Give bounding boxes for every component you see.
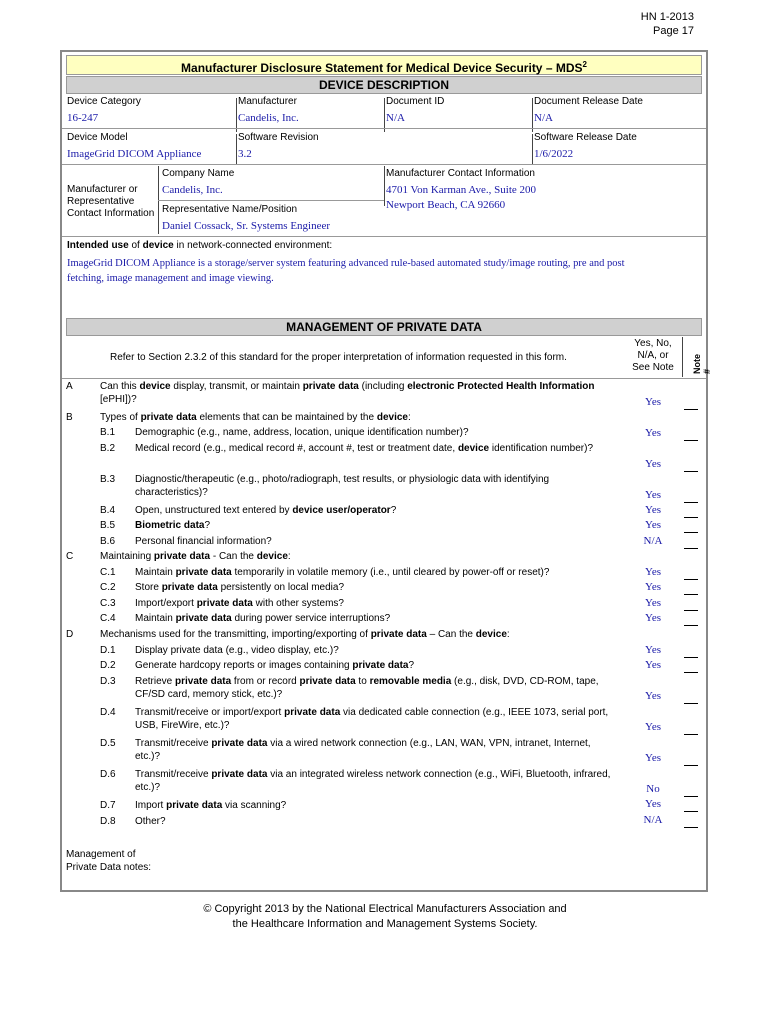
t: : [506,629,510,640]
intended-use-bold: Intended use [67,240,129,251]
intended-use-line-2: fetching, image management and image viewing. [67,273,274,284]
private-data-heading: MANAGEMENT OF PRIVATE DATA [66,318,702,336]
t: Transmit/receive [135,769,212,780]
t: device [256,551,288,562]
row-letter-b: B [66,412,73,423]
t: private data [161,582,218,593]
divider [532,98,533,132]
t: (e.g., disk, DVD, CD-ROM, tape, [451,676,599,687]
device-model-label: Device Model [67,132,128,143]
t: Diagnostic/therapeutic (e.g., photo/radiograph, test results, or physiologic data with identifying [135,474,550,485]
t: Private Data notes: [66,862,152,873]
doc-release-label: Document Release Date [534,96,643,107]
answer-b2[interactable]: Yes [644,458,661,470]
answer-b4[interactable]: Yes [644,504,661,516]
rep-name-label: Representative Name/Position [162,204,298,215]
row-num: B.2 [100,443,116,454]
t: Retrieve [135,676,176,687]
device-model-value[interactable]: ImageGrid DICOM Appliance [67,148,202,160]
t: via dedicated cable connection (e.g., IEEE 1073, serial port, [340,707,609,718]
row-num: B.4 [100,505,116,516]
t: [ePHI])? [100,394,137,405]
manufacturer-value[interactable]: Candelis, Inc. [238,112,299,124]
contact-address-2[interactable]: Newport Beach, CA 92660 [386,199,506,211]
t: via scanning? [222,800,287,811]
note-d2[interactable] [684,672,698,673]
row-a-question [100,380,630,406]
page-number: Page 17 [653,25,694,37]
divider [384,166,385,206]
answer-a[interactable]: Yes [644,396,661,408]
t: Maintaining [100,551,154,562]
t: (including [358,381,408,392]
row-b3-question [135,473,549,499]
t: private data [166,800,223,811]
t: removable media [369,676,452,687]
t: – Can the [426,629,476,640]
note-b3[interactable] [684,502,698,503]
mfr-rep-label [67,184,154,220]
t: private data [352,660,409,671]
company-name-label: Company Name [162,168,235,179]
row-num: D.4 [100,707,116,718]
row-num: D.6 [100,769,116,780]
mfr-rep-label-1: Manufacturer or [67,184,138,195]
row-num: D.1 [100,645,116,656]
divider [532,134,533,164]
answer-d5[interactable]: Yes [644,752,661,764]
intended-use-of: of [128,240,143,251]
note-d3[interactable] [684,703,698,704]
row-num: C.3 [100,598,116,609]
note-b5[interactable] [684,532,698,533]
page-header [641,10,694,38]
row-d8-question: Other? [135,816,166,827]
row-c-question [100,550,291,563]
note-d5[interactable] [684,765,698,766]
row-letter-a: A [66,381,73,392]
t: display, transmit, or maintain [170,381,303,392]
answer-d8[interactable]: N/A [643,814,663,826]
divider [62,128,706,129]
row-letter-d: D [66,629,74,640]
mfr-contact-label: Manufacturer Contact Information [386,168,535,179]
t: to [355,676,370,687]
col-yes-2: N/A, or [637,350,669,361]
row-num: D.8 [100,816,116,827]
row-b5-question [135,519,210,532]
document-id-label: Document ID [386,96,445,107]
note-b2[interactable] [684,471,698,472]
t: private data [299,676,356,687]
divider [682,337,683,377]
note-d7[interactable] [684,811,698,812]
t: private data [211,738,268,749]
t: ? [204,520,211,531]
answer-b5[interactable]: Yes [644,519,661,531]
divider [62,164,706,165]
form-title [66,55,702,75]
rep-name-value[interactable]: Daniel Cossack, Sr. Systems Engineer [162,220,331,232]
note-b4[interactable] [684,517,698,518]
t: device [457,443,490,454]
row-d5-question [135,737,591,763]
answer-d6[interactable]: No [646,783,660,795]
t: persistently on local media? [217,582,345,593]
company-name-value[interactable]: Candelis, Inc. [162,184,223,196]
device-category-label: Device Category [67,96,141,107]
row-num: C.4 [100,613,116,624]
answer-d3[interactable]: Yes [644,690,661,702]
form-title-text: Manufacturer Disclosure Statement for Medical Device Security – MDS [181,61,583,75]
t: from or record [231,676,300,687]
copyright-line-1: © Copyright 2013 by the National Electrical Manufacturers Association and [203,903,567,915]
row-num: C.1 [100,567,116,578]
row-c4-question [135,612,390,625]
t: : [407,412,411,423]
note-d6[interactable] [684,796,698,797]
t: private data [175,567,232,578]
row-b2-question [135,442,593,455]
row-c3-question [135,597,344,610]
row-num: B.1 [100,427,116,438]
t: etc.)? [135,782,161,793]
t: private data [140,412,197,423]
t: temporarily in volatile memory (i.e., until cleared by power-off or reset)? [231,567,550,578]
answer-c3[interactable]: Yes [644,597,661,609]
answer-column-header [628,338,678,374]
t: private data [284,707,341,718]
refer-text: Refer to Section 2.3.2 of this standard for the proper interpretation of information requested in this form. [110,352,567,363]
t: via an integrated wireless network connection (e.g., WiFi, Bluetooth, infrared, [267,769,611,780]
t: Generate hardcopy reports or images containing [135,660,353,671]
intended-use-label [67,240,332,251]
t: etc.)? [135,751,161,762]
row-d6-question [135,768,610,794]
row-b-question [100,411,411,424]
intended-use-value[interactable] [67,256,625,286]
row-d7-question [135,799,286,812]
t: : [287,551,291,562]
t: via a wired network connection (e.g., LAN, WAN, VPN, intranet, Internet, [267,738,591,749]
t: private data [211,769,268,780]
t: private data [175,676,232,687]
t: with other systems? [252,598,344,609]
t: Maintain [135,613,176,624]
t: Store [135,582,162,593]
t: CF/SD card, memory stick, etc.)? [135,689,283,700]
t: ? [408,660,415,671]
private-data-notes-label [66,848,151,874]
row-num: C.2 [100,582,116,593]
note-b1[interactable] [684,440,698,441]
t: Import/export [135,598,197,609]
row-d-question [100,628,510,641]
row-d1-question: Display private data (e.g., video display, etc.)? [135,645,339,656]
row-d2-question [135,659,414,672]
t: Mechanisms used for the transmitting, importing/exporting of [100,629,371,640]
t: Maintain [135,567,176,578]
divider [158,200,384,201]
row-d3-question [135,675,599,701]
answer-b3[interactable]: Yes [644,489,661,501]
intended-use-device: device [142,240,174,251]
row-letter-c: C [66,551,74,562]
t: private data [175,613,232,624]
divider [62,236,706,237]
software-release-label: Software Release Date [534,132,637,143]
t: Transmit/receive or import/export [135,707,285,718]
t: private data [153,551,211,562]
row-c2-question [135,581,344,594]
device-description-heading: DEVICE DESCRIPTION [66,76,702,94]
t: device user/operator [292,505,391,516]
copyright-footer [0,902,770,932]
row-num: D.2 [100,660,116,671]
t: private data [196,598,253,609]
note-column-header: Note # [692,354,712,374]
answer-d4[interactable]: Yes [644,721,661,733]
t: - Can the [210,551,257,562]
t: characteristics)? [135,487,208,498]
note-c2[interactable] [684,594,698,595]
col-yes-1: Yes, No, [634,338,672,349]
col-yes-3: See Note [632,362,674,373]
t: Import [135,800,167,811]
answer-b6[interactable]: N/A [643,535,663,547]
t: Can this [100,381,140,392]
row-num: B.6 [100,536,116,547]
answer-c2[interactable]: Yes [644,581,661,593]
software-revision-value[interactable]: 3.2 [238,148,252,160]
row-b6-question: Personal financial information? [135,536,272,547]
standard-id: HN 1-2013 [640,11,694,23]
row-num: B.5 [100,520,116,531]
note-c4[interactable] [684,625,698,626]
t: device [139,381,171,392]
device-category-value[interactable]: 16-247 [67,112,99,124]
software-release-value[interactable]: 1/6/2022 [534,148,574,160]
note-a[interactable] [684,409,698,410]
mds-form [60,50,712,892]
answer-c1[interactable]: Yes [644,566,661,578]
manufacturer-label: Manufacturer [238,96,297,107]
t: Open, unstructured text entered by [135,505,293,516]
answer-c4[interactable]: Yes [644,612,661,624]
row-c1-question [135,566,549,579]
divider [236,98,237,132]
note-c3[interactable] [684,610,698,611]
row-num: B.3 [100,474,116,485]
t: during power service interruptions? [231,613,391,624]
form-title-sup: 2 [582,60,587,69]
t: private data [302,381,359,392]
mfr-rep-label-2: Representative [67,196,135,207]
t: private data [370,629,427,640]
contact-address-1[interactable]: 4701 Von Karman Ave., Suite 200 [386,184,537,196]
note-c1[interactable] [684,579,698,580]
row-num: D.3 [100,676,116,687]
t: Transmit/receive [135,738,212,749]
divider [62,378,706,379]
mfr-rep-label-3: Contact Information [67,208,155,219]
t: Medical record (e.g., medical record #, account #, test or treatment date, [135,443,458,454]
software-revision-label: Software Revision [238,132,319,143]
row-num: D.7 [100,800,116,811]
divider [236,134,237,164]
t: Types of [100,412,141,423]
note-d4[interactable] [684,734,698,735]
note-b6[interactable] [684,548,698,549]
t: device [376,412,408,423]
row-d4-question [135,706,608,732]
answer-d2[interactable]: Yes [644,659,661,671]
note-d1[interactable] [684,657,698,658]
t: USB, FireWire, etc.)? [135,720,230,731]
divider [384,98,385,132]
intended-use-line-1: ImageGrid DICOM Appliance is a storage/server system featuring advanced rule-based automated study/image routing, pre and post [67,258,625,269]
t: elements that can be maintained by the [196,412,377,423]
intended-use-rest: in network-connected environment: [173,240,333,251]
t: identification number)? [489,443,594,454]
copyright-line-2: the Healthcare Information and Management Systems Society. [232,918,538,930]
row-b4-question [135,504,396,517]
t: ? [390,505,397,516]
answer-d1[interactable]: Yes [644,644,661,656]
t: device [475,629,507,640]
row-b1-question: Demographic (e.g., name, address, location, unique identification number)? [135,427,469,438]
note-d8[interactable] [684,827,698,828]
doc-release-value[interactable]: N/A [534,112,553,124]
answer-d7[interactable]: Yes [644,798,661,810]
t: Management of [66,849,136,860]
answer-b1[interactable]: Yes [644,427,661,439]
document-id-value[interactable]: N/A [386,112,405,124]
t: Biometric data [135,520,205,531]
t: electronic Protected Health Information [407,381,595,392]
row-num: D.5 [100,738,116,749]
